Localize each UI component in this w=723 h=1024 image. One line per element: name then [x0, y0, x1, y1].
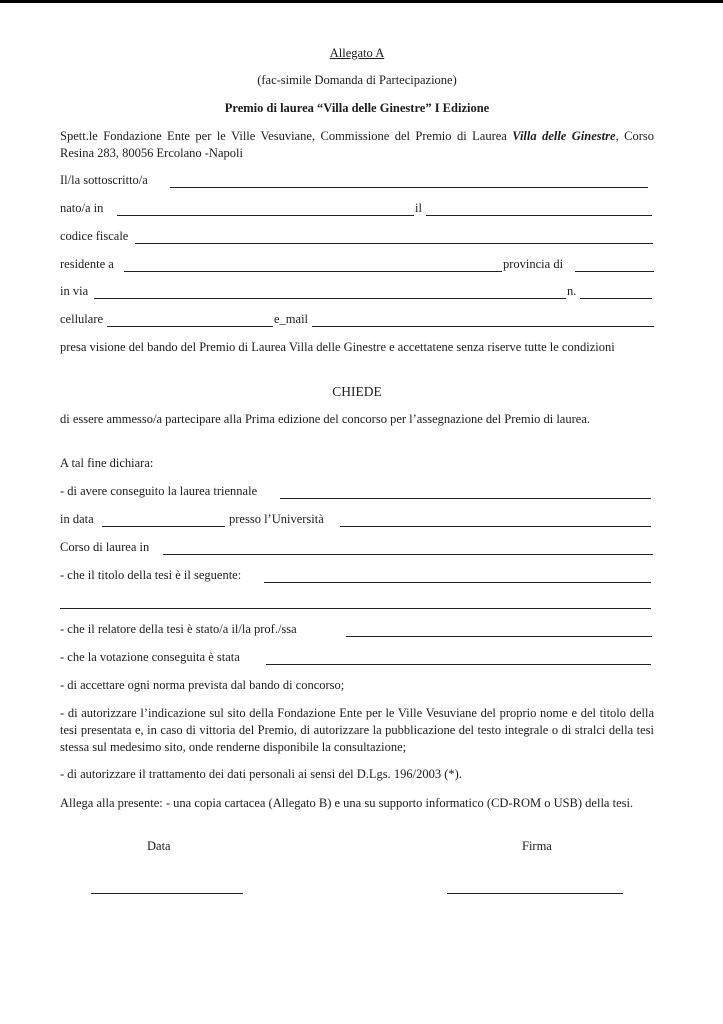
addressee-text: Spett.le Fondazione Ente per le Ville Vesuviane, Commissione del Premio di Laurea — [60, 129, 513, 143]
il-label: il — [415, 201, 422, 215]
nato-label: nato/a in — [60, 201, 104, 215]
codice-fiscale-field[interactable] — [135, 243, 653, 244]
addressee-address: , Corso Resina 283, 80056 Ercolano -Napoli — [60, 129, 655, 160]
top-border — [0, 0, 723, 3]
sottoscritto-field[interactable] — [170, 187, 648, 188]
corso-label: Corso di laurea in — [60, 540, 150, 554]
sottoscritto-label: Il/la sottoscritto/a — [60, 173, 148, 187]
corso-field[interactable] — [163, 554, 653, 555]
nato-field[interactable] — [117, 215, 414, 216]
data-signature-field[interactable] — [91, 893, 243, 894]
numero-field[interactable] — [580, 298, 652, 299]
presa-visione-text: presa visione del bando del Premio di Laurea Villa delle Ginestre e accettatene senza riserve tutte le condizioni — [60, 340, 615, 354]
universita-field[interactable] — [340, 526, 651, 527]
email-field[interactable] — [312, 326, 654, 327]
autorizzazione-sito-text: - di autorizzare l’indicazione sul sito della Fondazione Ente per le Ville Vesuviane del proprio nome e del titolo della tesi presentata e, in caso di vittoria del Premio, di autorizzare la pubblicazione del testo integrale o di stralci della tesi stessa sul medesimo sito, onde renderne disponibile la consultazione; — [60, 706, 654, 754]
cellulare-label: cellulare — [60, 312, 104, 326]
addressee-prize-name: Villa delle Ginestre — [512, 129, 616, 143]
in-data-label: in data — [60, 512, 94, 526]
data-laurea-field[interactable] — [102, 526, 225, 527]
via-label: in via — [60, 284, 89, 298]
allegato-label: Allegato A — [329, 46, 385, 60]
firma-label: Firma — [522, 839, 552, 853]
form-subtitle: (fac-simile Domanda di Partecipazione) — [257, 73, 457, 87]
residente-label: residente a — [60, 257, 114, 271]
titolo-tesi-label: - che il titolo della tesi è il seguente: — [60, 568, 242, 582]
email-label: e_mail — [274, 312, 309, 326]
votazione-field[interactable] — [266, 664, 651, 665]
allega-text: Allega alla presente: - una copia cartacea (Allegato B) e una su supporto informatico (CD-ROM o USB) della tesi. — [60, 796, 634, 810]
provincia-label: provincia di — [503, 257, 564, 271]
residente-field[interactable] — [124, 271, 502, 272]
codice-fiscale-label: codice fiscale — [60, 229, 129, 243]
dichiara-text: A tal fine dichiara: — [60, 456, 154, 470]
data-nascita-field[interactable] — [426, 215, 652, 216]
norma-text: - di accettare ogni norma prevista dal bando di concorso; — [60, 678, 345, 692]
provincia-field[interactable] — [575, 271, 654, 272]
titolo-tesi-field[interactable] — [264, 582, 651, 583]
via-field[interactable] — [94, 298, 566, 299]
relatore-field[interactable] — [346, 636, 652, 637]
laurea-triennale-label: - di avere conseguito la laurea triennale — [60, 484, 258, 498]
numero-label: n. — [567, 284, 577, 298]
universita-label: presso l’Università — [229, 512, 324, 526]
titolo-tesi-field-2[interactable] — [60, 608, 651, 609]
cellulare-field[interactable] — [107, 326, 273, 327]
laurea-triennale-field[interactable] — [280, 498, 651, 499]
data-label: Data — [147, 839, 171, 853]
relatore-label: - che il relatore della tesi è stato/a il/la prof./ssa — [60, 622, 297, 636]
firma-signature-field[interactable] — [447, 893, 623, 894]
chiede-heading: CHIEDE — [332, 384, 382, 399]
addressee — [60, 128, 654, 162]
ammesso-text: di essere ammesso/a partecipare alla Prima edizione del concorso per l’assegnazione del Premio di laurea. — [60, 412, 590, 426]
dati-personali-text: - di autorizzare il trattamento dei dati personali ai sensi del D.Lgs. 196/2003 (*). — [60, 767, 462, 781]
form-title: Premio di laurea “Villa delle Ginestre” I Edizione — [224, 101, 490, 115]
votazione-label: - che la votazione conseguita è stata — [60, 650, 240, 664]
